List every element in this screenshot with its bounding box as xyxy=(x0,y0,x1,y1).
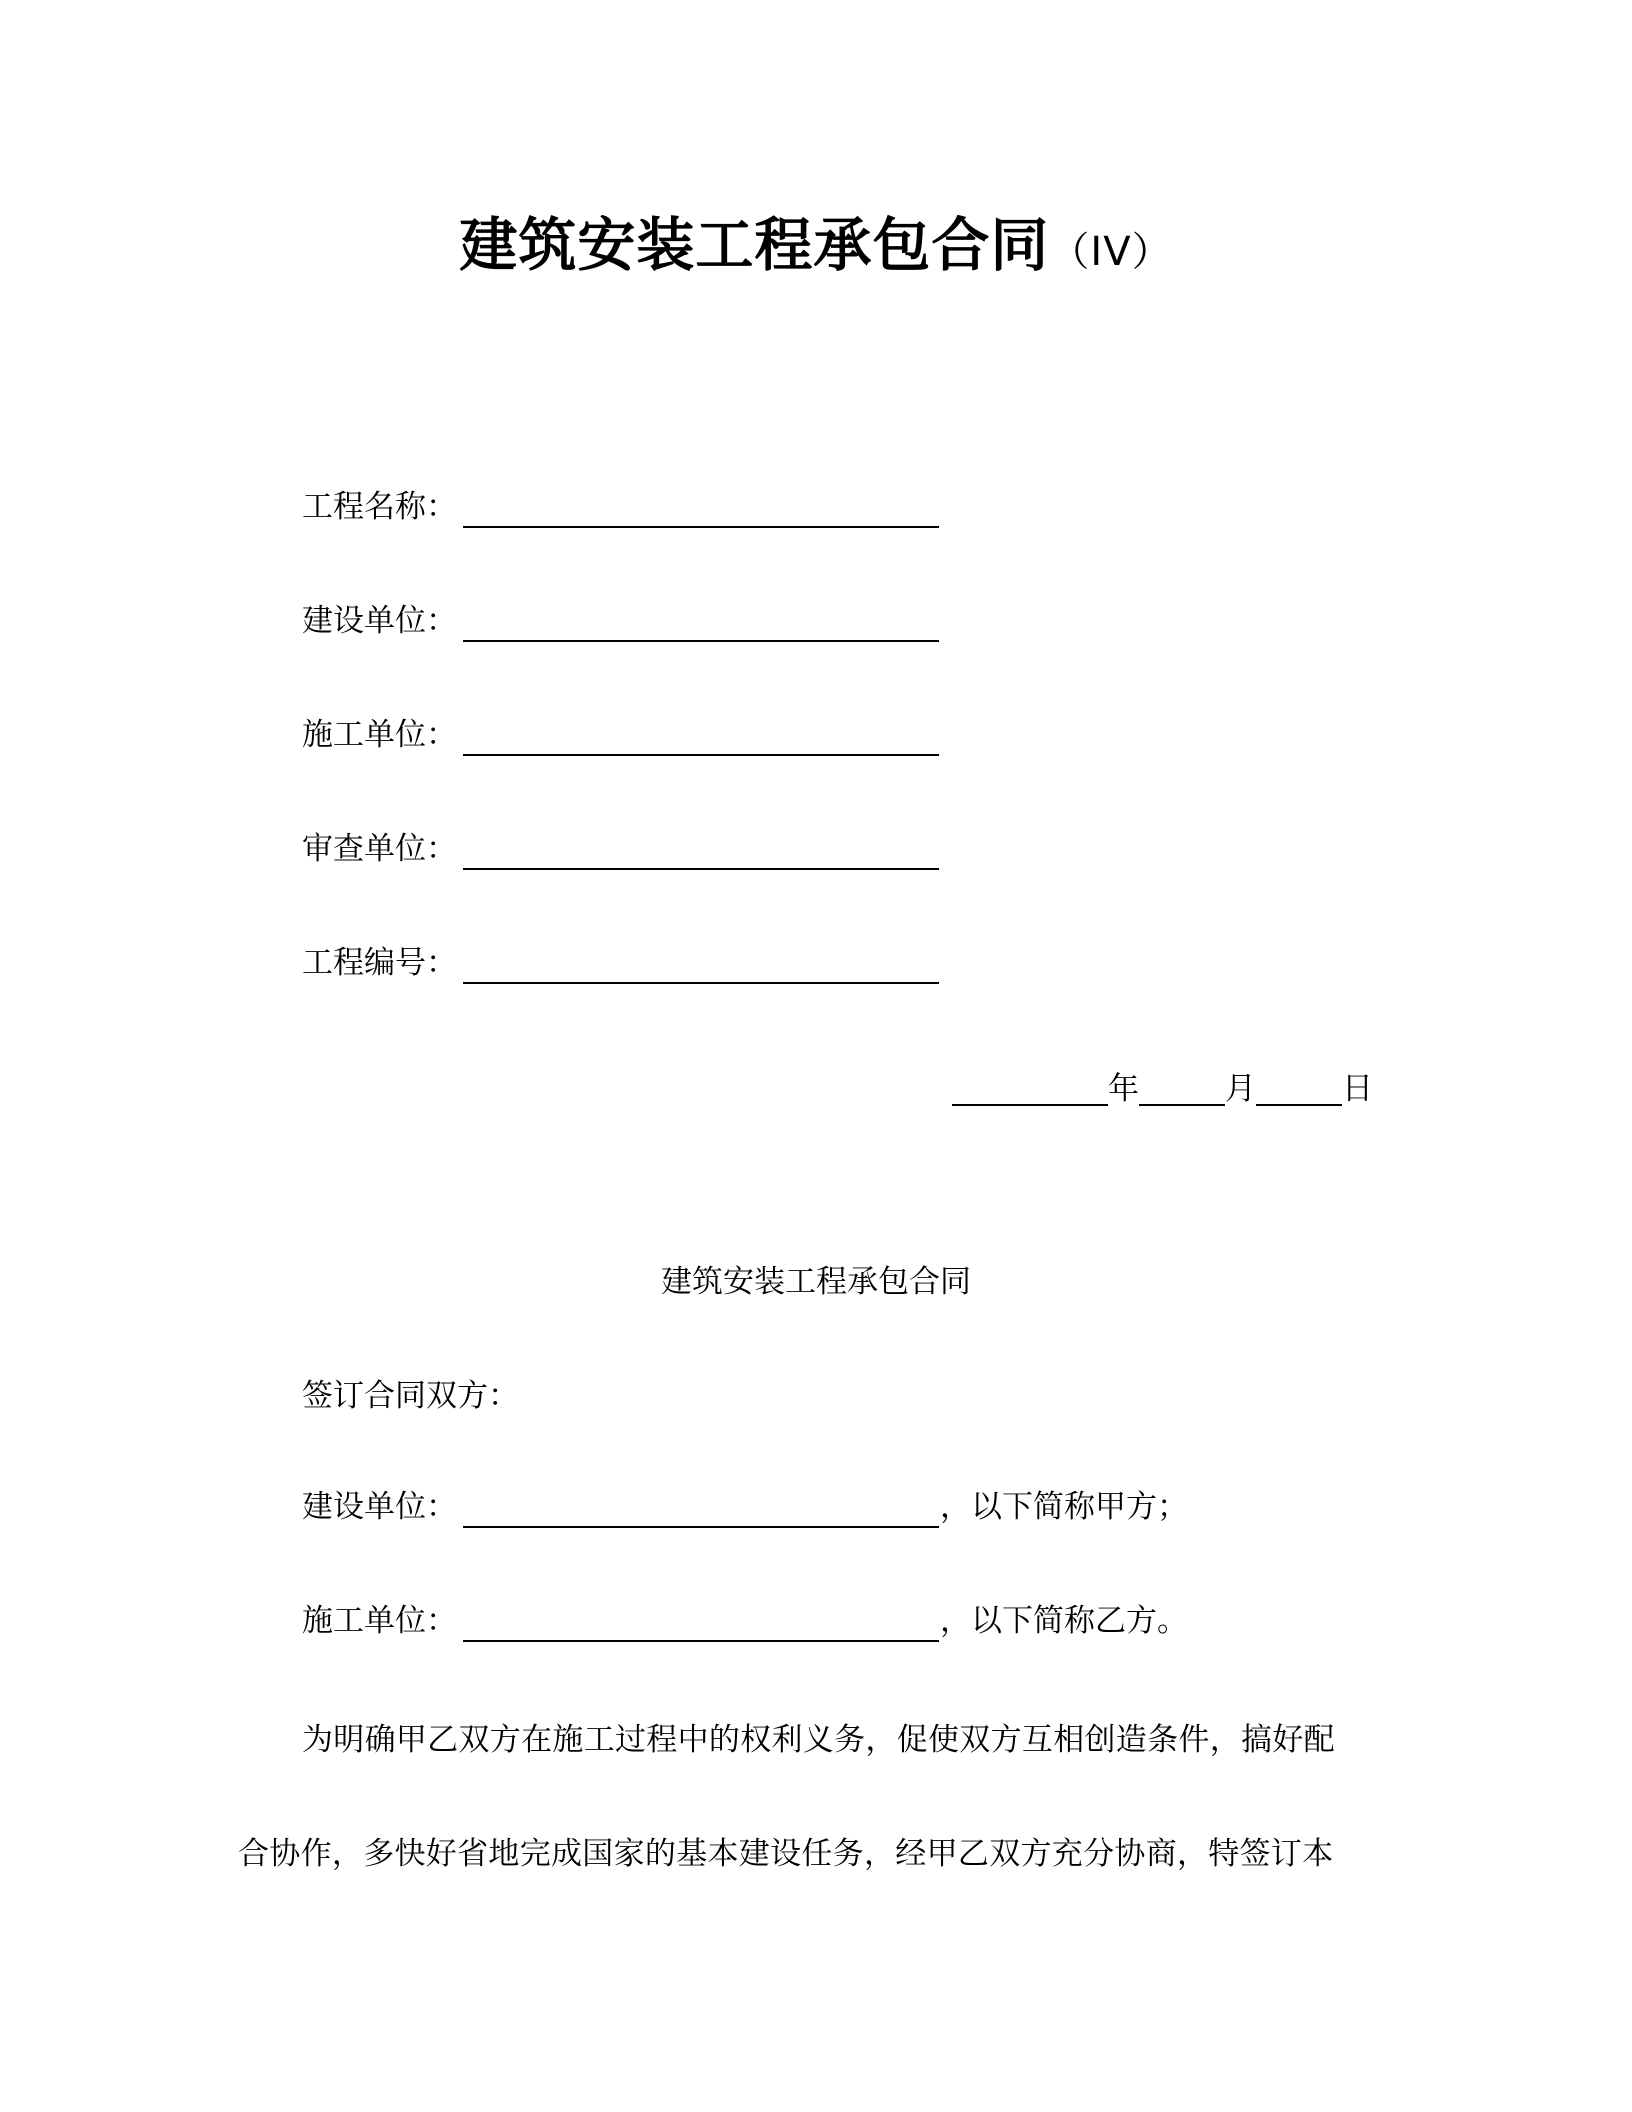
construction-unit-blank xyxy=(463,640,939,642)
title-main: 建筑安装工程承包合同 xyxy=(459,211,1050,279)
contractor-unit-field xyxy=(302,712,457,758)
project-number-label: 工程编号： xyxy=(302,945,457,981)
party-b-tail: ，以下简称乙方。 xyxy=(940,1603,1188,1639)
project-name-field xyxy=(302,484,457,530)
title-suffix: （IV） xyxy=(1049,229,1173,275)
party-a-label: 建设单位： xyxy=(302,1489,457,1525)
paragraph-line-2: 合协作，多快好省地完成国家的基本建设任务，经甲乙双方充分协商，特签订本 xyxy=(238,1836,1334,1872)
day-blank xyxy=(1256,1066,1342,1106)
review-unit-label: 审查单位： xyxy=(302,831,457,867)
year-blank xyxy=(952,1066,1108,1106)
party-b-label: 施工单位： xyxy=(302,1603,457,1639)
review-unit-field xyxy=(302,826,457,872)
party-a-tail: ，以下简称甲方； xyxy=(940,1489,1188,1525)
month-blank xyxy=(1139,1066,1225,1106)
paragraph-line-1: 为明确甲乙双方在施工过程中的权利义务，促使双方互相创造条件，搞好配 xyxy=(302,1722,1335,1758)
parties-heading: 签订合同双方： xyxy=(302,1378,519,1414)
project-number-blank xyxy=(463,982,939,984)
construction-unit-label: 建设单位： xyxy=(302,603,457,639)
date-line xyxy=(952,1066,1373,1112)
party-a-field xyxy=(302,1484,1188,1530)
contractor-unit-label: 施工单位： xyxy=(302,717,457,753)
month-label: 月 xyxy=(1225,1071,1256,1107)
review-unit-blank xyxy=(463,868,939,870)
project-number-field xyxy=(302,940,457,986)
contractor-unit-blank xyxy=(463,754,939,756)
day-label: 日 xyxy=(1342,1071,1373,1107)
project-name-label: 工程名称： xyxy=(302,489,457,525)
construction-unit-field xyxy=(302,598,457,644)
year-label: 年 xyxy=(1108,1071,1139,1107)
project-name-blank xyxy=(463,526,939,528)
party-b-blank xyxy=(463,1640,939,1642)
document-title xyxy=(0,198,1632,282)
party-b-field xyxy=(302,1598,1188,1644)
party-a-blank xyxy=(463,1526,939,1528)
contract-subtitle: 建筑安装工程承包合同 xyxy=(661,1264,971,1300)
